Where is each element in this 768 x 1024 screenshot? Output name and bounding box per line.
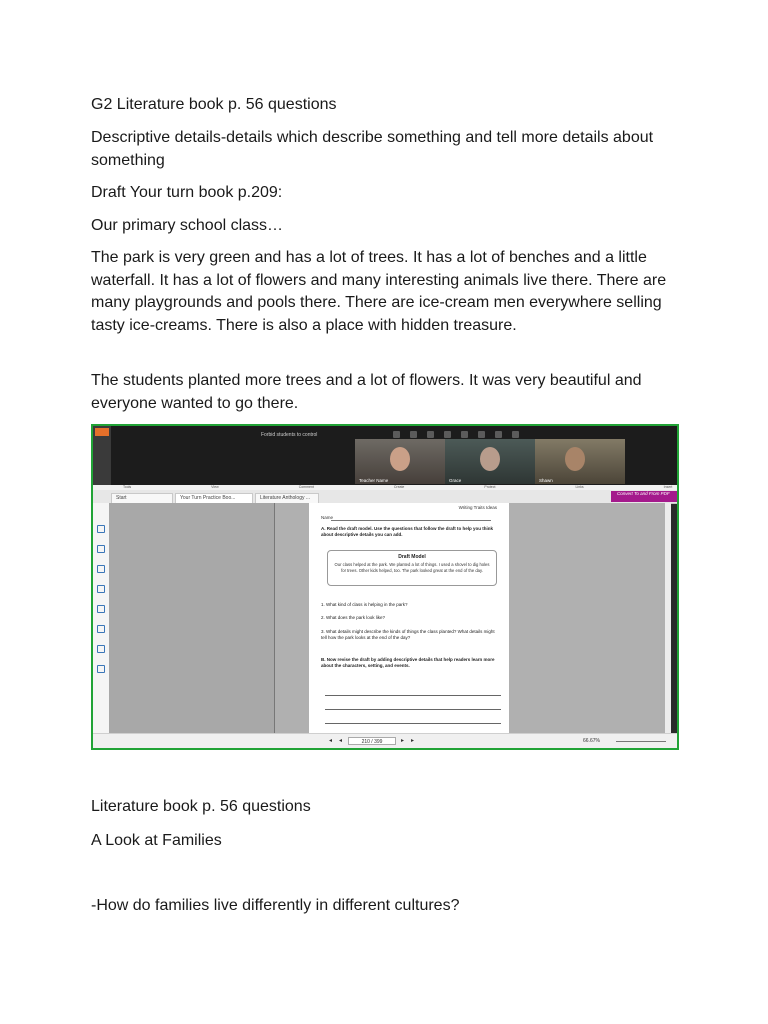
- menu-view[interactable]: View: [211, 485, 219, 489]
- text-icon[interactable]: [461, 431, 468, 438]
- close-icon[interactable]: [512, 431, 519, 438]
- control-dropdown[interactable]: Forbid students to control: [261, 432, 318, 438]
- participant-name: Grace: [449, 478, 462, 483]
- paragraph-park: The park is very green and has a lot of trees. It has a lot of benches and a little waterfall. It has a lot of flowers and many interesting animals live there. There are many playgrounds and pools there. There are ice-cream men everywhere selling tasty ice-creams. There is also a place with hidden treasure.: [91, 249, 667, 334]
- participant-name: Shawn: [539, 478, 553, 483]
- mic-icon[interactable]: [393, 431, 400, 438]
- question-3: 3. What details might describe the kinds of things the class planted? What details might tell how the park looks at the end of the day?: [321, 629, 495, 640]
- pdf-app-corner: [93, 426, 111, 485]
- page-icon[interactable]: [97, 525, 105, 533]
- pen-icon[interactable]: [444, 431, 451, 438]
- name-line: [331, 520, 491, 521]
- video-tile-grace: [445, 439, 535, 484]
- paragraph-draft-title: Draft Your turn book p.209:: [91, 184, 283, 201]
- instruction-a: A. Read the draft model. Use the questions that follow the draft to help you think about descriptive details you can add.: [321, 526, 494, 537]
- chat-icon[interactable]: [410, 431, 417, 438]
- menu-protect[interactable]: Protect: [484, 485, 496, 489]
- menu-tools[interactable]: Tools: [123, 485, 132, 489]
- tab-start[interactable]: Start: [111, 493, 173, 503]
- signature-icon[interactable]: [97, 665, 105, 673]
- attachment-icon[interactable]: [97, 605, 105, 613]
- bookmark-icon[interactable]: [97, 625, 105, 633]
- draft-model-body: Our class helped at the park. We planted a lot of things. I used a shovel to dig holes for trees. Other kids helped, too. The park looked great at the end of the day.: [334, 562, 490, 573]
- menu-comment[interactable]: Comment: [298, 485, 314, 489]
- first-page-icon[interactable]: ◂: [329, 738, 333, 744]
- tab-literature[interactable]: Literature Anthology ...: [255, 493, 319, 503]
- answer-line: [325, 723, 501, 724]
- video-call-bar: [93, 426, 677, 485]
- eraser-icon[interactable]: [478, 431, 485, 438]
- layers-icon[interactable]: [97, 565, 105, 573]
- vertical-scrollbar[interactable]: [665, 503, 671, 733]
- paragraph-literature: Literature book p. 56 questions: [91, 798, 311, 815]
- lock-icon[interactable]: [97, 645, 105, 653]
- arrow-icon[interactable]: [495, 431, 502, 438]
- participant-avatar: [565, 447, 585, 471]
- document-canvas: [109, 503, 671, 733]
- left-toolbar: [93, 503, 110, 733]
- status-bar: [93, 733, 677, 749]
- video-tile-shawn: [535, 439, 625, 484]
- participant-name: Teacher Name: [359, 478, 389, 483]
- stamp-icon[interactable]: [97, 585, 105, 593]
- question-2: 2. What does the park look like?: [321, 615, 386, 620]
- paragraph-definition: Descriptive details-details which describe something and tell more details about something: [91, 129, 654, 169]
- paragraph-heading: G2 Literature book p. 56 questions: [91, 96, 337, 113]
- menu-insert[interactable]: Insert: [663, 485, 673, 489]
- participant-avatar: [480, 447, 500, 471]
- draft-model-box: [327, 550, 497, 586]
- paragraph-students: The students planted more trees and a lot of flowers. It was very beautiful and everyone wanted to go there.: [91, 372, 642, 412]
- page-header: Writing Traits Ideas: [458, 505, 497, 510]
- workbook-page: [309, 503, 509, 733]
- video-tile-teacher: [355, 439, 445, 484]
- draft-model-title: Draft Model: [398, 554, 426, 560]
- menu-links[interactable]: Links: [575, 485, 584, 489]
- embedded-screenshot: [91, 424, 679, 750]
- thumbnail-panel: [109, 503, 275, 733]
- instruction-b: B. Now revise the draft by adding descriptive details that help readers learn more about the characters, setting, and events.: [321, 657, 495, 668]
- tab-bar: [93, 490, 677, 504]
- page-number-field[interactable]: 210 / 399: [348, 737, 396, 745]
- last-page-icon[interactable]: ▸: [411, 738, 415, 744]
- prev-page-icon[interactable]: ◂: [339, 738, 343, 744]
- paragraph-families: A Look at Families: [91, 832, 222, 849]
- name-label: Name: [321, 515, 334, 520]
- paragraph-question: -How do families live differently in different cultures?: [91, 897, 460, 914]
- convert-pdf-button[interactable]: Convert To and From PDF: [611, 491, 677, 502]
- participant-avatar: [390, 447, 410, 471]
- question-1: 1. What kind of class is helping in the park?: [321, 602, 408, 607]
- zoom-level[interactable]: 66.67%: [583, 738, 600, 744]
- answer-line: [325, 709, 501, 710]
- zoom-slider[interactable]: [616, 741, 666, 742]
- menu-create[interactable]: Create: [393, 485, 405, 489]
- share-icon[interactable]: [427, 431, 434, 438]
- tab-your-turn[interactable]: Your Turn Practice Boo...: [175, 493, 253, 503]
- answer-line: [325, 695, 501, 696]
- app-logo-icon[interactable]: [95, 428, 109, 436]
- paragraph-class: Our primary school class…: [91, 217, 284, 234]
- copy-icon[interactable]: [97, 545, 105, 553]
- next-page-icon[interactable]: ▸: [401, 738, 405, 744]
